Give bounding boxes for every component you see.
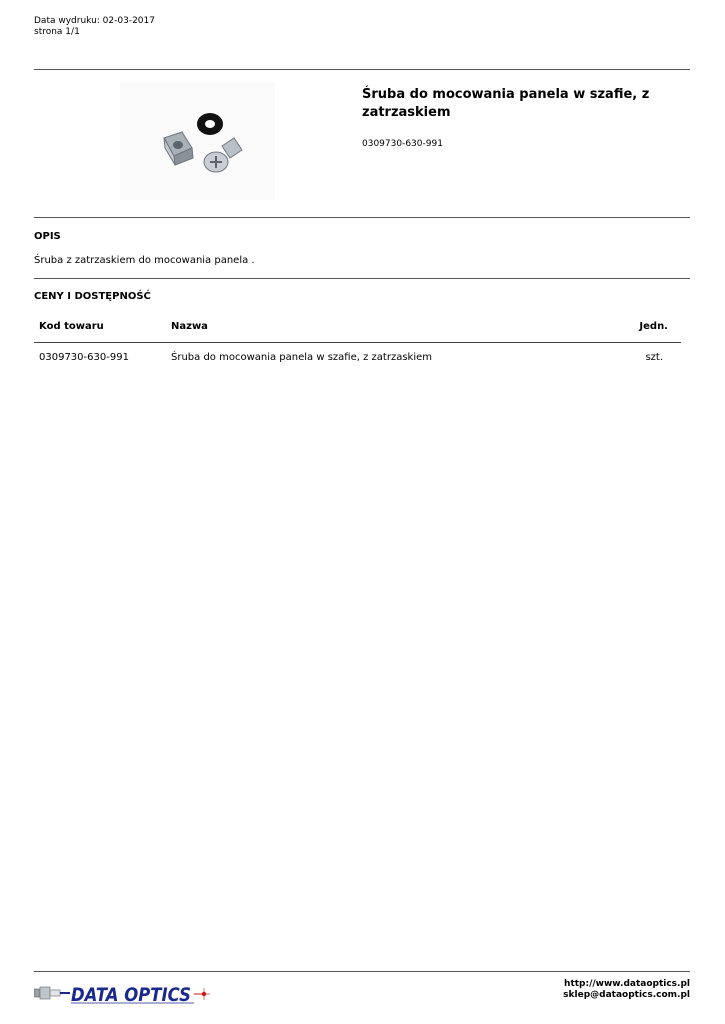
print-date: Data wydruku: 02-03-2017 — [34, 16, 155, 26]
washer — [197, 113, 223, 135]
pricing-heading: CENY I DOSTĘPNOŚĆ — [34, 291, 151, 302]
print-meta — [34, 16, 155, 38]
cell-name: Śruba do mocowania panela w szafie, z zatrzaskiem — [171, 352, 432, 363]
cell-unit: szt. — [645, 352, 663, 363]
data-optics-logo — [34, 978, 214, 1008]
description-text: Śruba z zatrzaskiem do mocowania panela . — [34, 255, 255, 266]
product-image — [120, 82, 275, 200]
product-title: Śruba do mocowania panela w szafie, z zatrzaskiem — [362, 87, 650, 120]
footer-contact — [563, 979, 690, 1001]
column-header-code: Kod towaru — [39, 321, 104, 332]
product-code: 0309730-630-991 — [362, 139, 443, 149]
cell-code: 0309730-630-991 — [39, 352, 129, 363]
logo-text: DATA OPTICS — [71, 984, 191, 1006]
divider-footer — [34, 971, 690, 972]
column-header-name: Nazwa — [171, 321, 208, 332]
table-header-divider — [34, 342, 681, 343]
page-number: strona 1/1 — [34, 27, 80, 37]
fiber-connector-icon — [34, 987, 70, 999]
footer-website-link[interactable]: http://www.dataoptics.pl — [564, 979, 690, 989]
description-heading: OPIS — [34, 231, 61, 242]
divider-description — [34, 278, 690, 279]
divider-product — [34, 217, 690, 218]
divider-top — [34, 69, 690, 70]
footer-email-link[interactable]: sklep@dataoptics.com.pl — [563, 990, 690, 1000]
column-header-unit: Jedn. — [639, 321, 668, 332]
